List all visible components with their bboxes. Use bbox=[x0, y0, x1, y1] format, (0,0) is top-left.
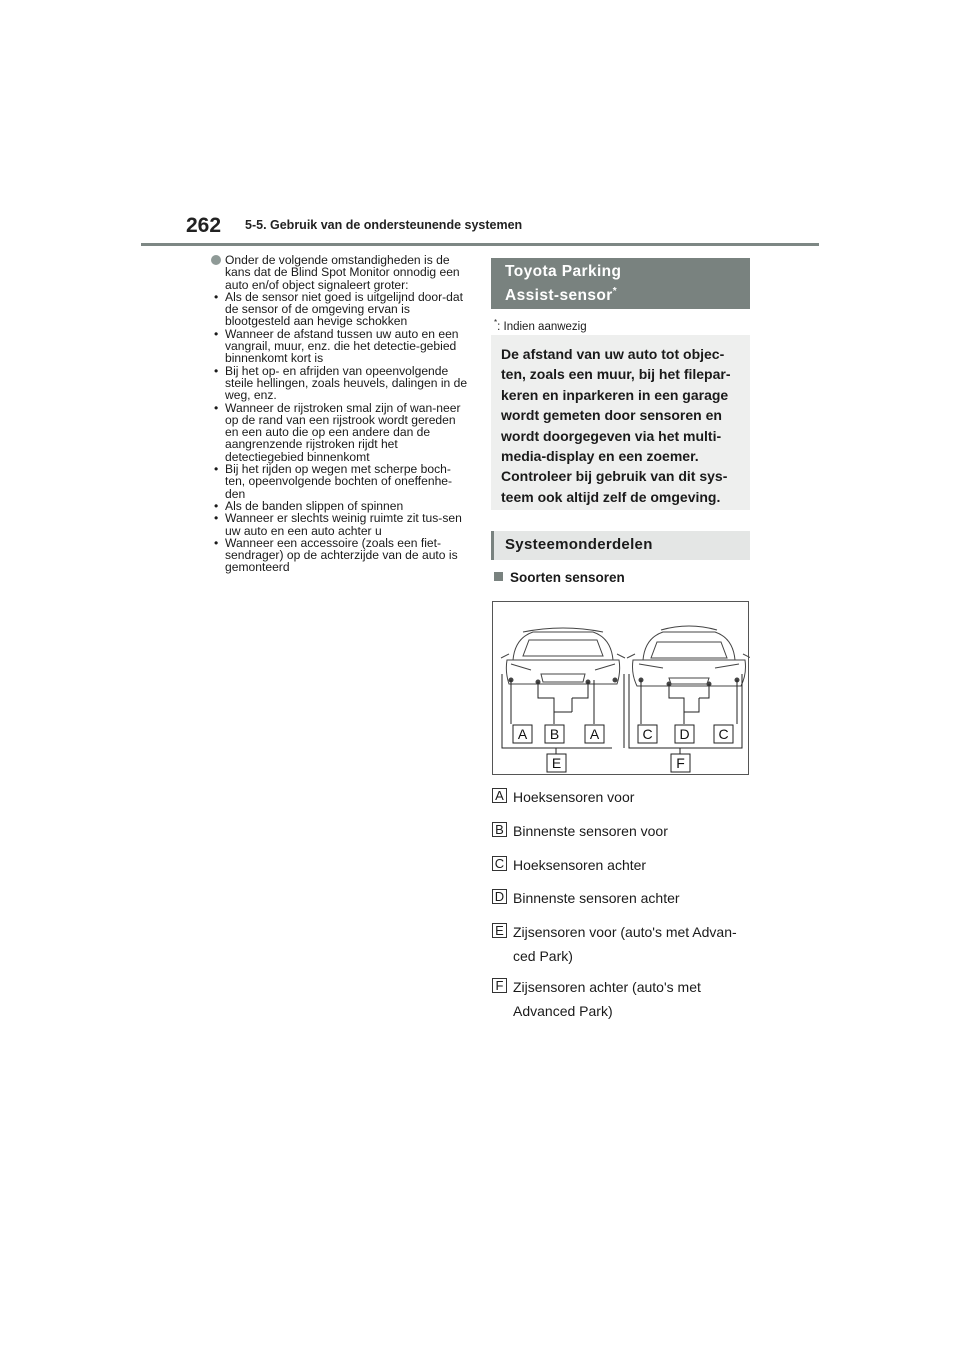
legend-item-d bbox=[492, 886, 747, 910]
legend-item-e bbox=[492, 920, 747, 968]
legend-key: A bbox=[492, 788, 507, 803]
legend-item-f bbox=[492, 975, 747, 1023]
list-item: • Wanneer er slechts weinig ruimte zit tus-sen uw auto en een auto achter u bbox=[214, 511, 462, 538]
label-c-left: C bbox=[642, 726, 653, 742]
list-item: • Bij het rijden op wegen met scherpe boch-ten, opeenvolgende bochten of oneffenhe-den bbox=[214, 462, 453, 501]
footnote-text: : Indien aanwezig bbox=[497, 320, 587, 333]
label-a-right: A bbox=[589, 726, 600, 742]
circle-bullet-icon bbox=[211, 255, 221, 265]
legend-key: C bbox=[492, 856, 507, 871]
list-item-text: Als de banden slippen of spinnen bbox=[225, 498, 404, 513]
summary-box: De afstand van uw auto tot objec-ten, zoals een muur, bij het filepar-keren en inparkeren in een garage wordt gemeten door sensoren en wordt doorgegeven via het multi-media-display en een zoemer. Controleer bij gebruik van dit sys-teem ook altijd zelf de omgeving. bbox=[491, 335, 750, 510]
legend-text: Binnenste sensoren voor bbox=[513, 823, 668, 839]
list-item-text: Bij het op- en afrijden van opeenvolgende steile hellingen, zoals heuvels, dalingen in de weg, enz. bbox=[225, 363, 468, 403]
car-sensor-illustration bbox=[493, 602, 750, 776]
legend-item-c bbox=[492, 853, 747, 877]
legend-key: D bbox=[492, 889, 507, 904]
heading-line-1: Toyota Parking bbox=[505, 263, 622, 280]
label-a-left: A bbox=[517, 726, 528, 742]
legend-item-b bbox=[492, 819, 747, 843]
rear-car-icon bbox=[627, 626, 750, 686]
section-title: 5-5. Gebruik van de ondersteunende systemen bbox=[245, 218, 523, 232]
list-item-text: Als de sensor niet goed is uitgelijnd door-dat de sensor of de omgeving ervan is blootgesteld aan hevige schokken bbox=[225, 289, 463, 329]
list-heading-text: Soorten sensoren bbox=[510, 570, 625, 585]
label-e: E bbox=[551, 755, 562, 771]
intro-paragraph bbox=[211, 254, 469, 291]
list-item: • Wanneer de rijstroken smal zijn of wan-neer op de rand van een rijstrook wordt gereden en een auto die op een andere dan de aangrenzende rijstroken rijdt het detectiegebied binnenkomt bbox=[214, 400, 461, 464]
subheading bbox=[491, 531, 750, 560]
list-item: • Bij het op- en afrijden van opeenvolgende steile hellingen, zoals heuvels, dalingen in de weg, enz. bbox=[214, 363, 468, 403]
header-divider bbox=[141, 243, 819, 246]
square-bullet-icon bbox=[494, 572, 503, 581]
subheading-accent bbox=[491, 531, 494, 560]
list-item-text: Wanneer er slechts weinig ruimte zit tus-sen uw auto en een auto achter u bbox=[225, 511, 462, 538]
left-column bbox=[211, 254, 469, 574]
condition-list bbox=[211, 291, 469, 574]
legend-item-a bbox=[492, 785, 747, 809]
list-item: • Wanneer een accessoire (zoals een fiet-sendrager) op de achterzijde van de auto is gemonteerd bbox=[214, 535, 458, 575]
section-heading bbox=[491, 258, 750, 309]
heading-line-2: Assist-sensor bbox=[505, 287, 613, 305]
list-item-text: Bij het rijden op wegen met scherpe boch-ten, opeenvolgende bochten of oneffenhe-den bbox=[225, 462, 453, 501]
footnote-mark: * bbox=[494, 318, 498, 327]
legend-text: Zijsensoren voor (auto's met Advan-ced Park) bbox=[513, 924, 737, 964]
legend-text: Hoeksensoren achter bbox=[513, 857, 647, 873]
legend-key: B bbox=[492, 822, 507, 837]
footnote bbox=[494, 318, 587, 333]
legend-text: Hoeksensoren voor bbox=[513, 789, 635, 805]
list-heading bbox=[494, 570, 625, 585]
legend-text: Zijsensoren achter (auto's met Advanced Park) bbox=[513, 979, 701, 1019]
list-item: • Als de sensor niet goed is uitgelijnd door-dat de sensor of de omgeving ervan is blootgesteld aan hevige schokken bbox=[214, 289, 463, 329]
list-item-text: Wanneer de rijstroken smal zijn of wan-neer op de rand van een rijstrook wordt gereden en een auto die op een andere dan de aangrenzende rijstroken rijdt het detectiegebied binnenkomt bbox=[225, 400, 461, 464]
page-number: 262 bbox=[186, 214, 222, 237]
list-item: • Als de banden slippen of spinnen bbox=[214, 498, 404, 513]
intro-text: Onder de volgende omstandigheden is de kans dat de Blind Spot Monitor onnodig een auto en/of object signaleert groter: bbox=[225, 253, 460, 292]
label-b: B bbox=[549, 726, 560, 742]
sensor-diagram bbox=[492, 601, 749, 775]
list-item-text: Wanneer een accessoire (zoals een fiet-sendrager) op de achterzijde van de auto is gemonteerd bbox=[225, 535, 458, 575]
list-item: • Wanneer de afstand tussen uw auto en een vangrail, muur, enz. die het detectie-gebied binnenkomt kort is bbox=[214, 326, 459, 366]
label-f: F bbox=[676, 755, 685, 771]
list-item-text: Wanneer de afstand tussen uw auto en een vangrail, muur, enz. die het detectie-gebied binnenkomt kort is bbox=[225, 326, 459, 366]
heading-footnote-mark: * bbox=[612, 286, 618, 297]
legend-text: Binnenste sensoren achter bbox=[513, 890, 680, 906]
label-d: D bbox=[679, 726, 690, 742]
front-car-icon bbox=[501, 628, 625, 684]
label-c-right: C bbox=[718, 726, 729, 742]
legend-key: E bbox=[492, 923, 507, 938]
legend-key: F bbox=[492, 978, 507, 993]
subheading-text: Systeemonderdelen bbox=[505, 536, 653, 553]
